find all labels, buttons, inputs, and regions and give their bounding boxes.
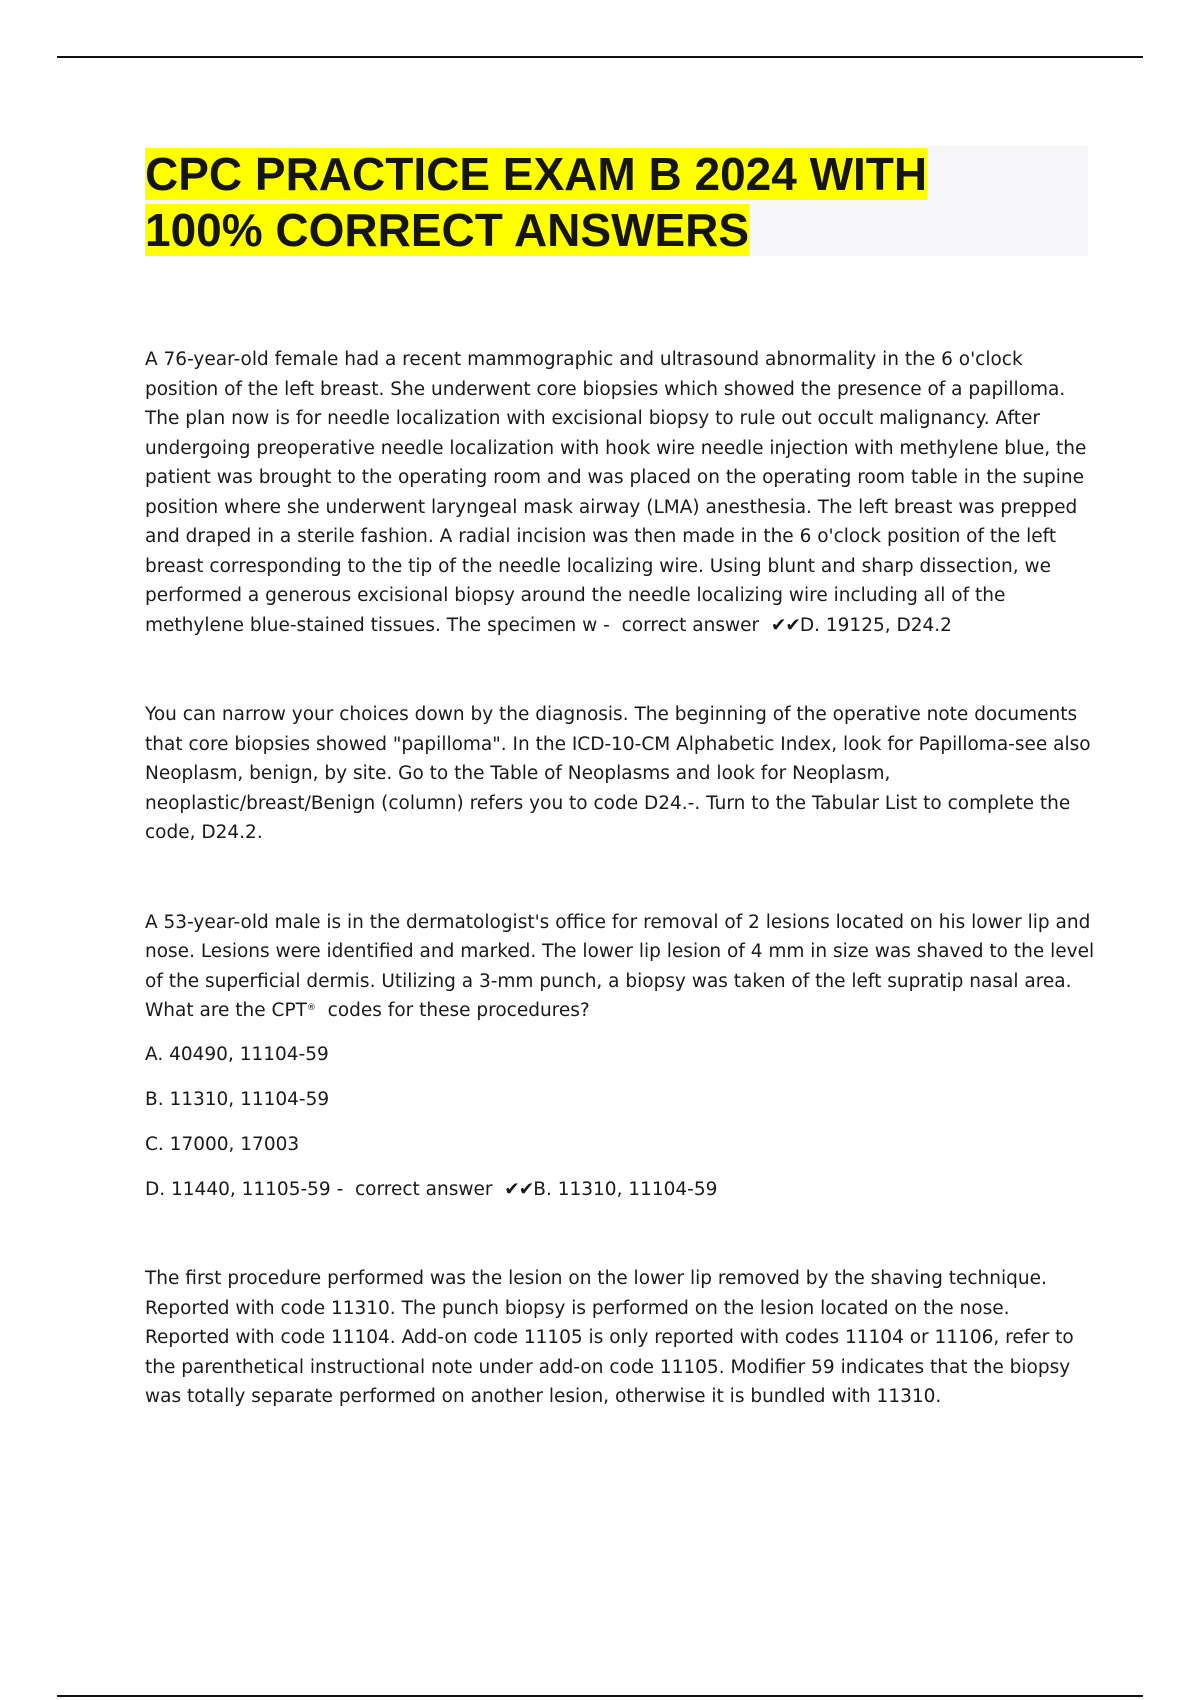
question-1-answer: D. 19125, D24.2 bbox=[799, 614, 952, 636]
answer-prefix: - correct answer bbox=[330, 1178, 505, 1200]
checkmark-icon: ✔✔ bbox=[770, 614, 800, 636]
answer-prefix: - correct answer bbox=[597, 614, 771, 636]
option-c: C. 17000, 17003 bbox=[145, 1133, 300, 1155]
bottom-rule bbox=[57, 1695, 1143, 1697]
question-2 bbox=[145, 908, 1095, 1026]
checkmark-icon: ✔✔ bbox=[504, 1178, 534, 1200]
question-2-answer: B. 11310, 11104-59 bbox=[533, 1178, 718, 1200]
question-1 bbox=[145, 345, 1095, 640]
option-d-text: D. 11440, 11105-59 bbox=[145, 1178, 331, 1200]
title-line-2: 100% CORRECT ANSWERS bbox=[145, 204, 750, 256]
title-block bbox=[145, 146, 1088, 256]
explanation-2: The first procedure performed was the lesion on the lower lip removed by the shaving technique. Reported with code 11310. The punch biopsy is performed on the lesion located on the nose. Reported with code 11104. Add-on code 11105 is only reported with codes 11104 or 11106, refer to the parenthetical instructional note under add-on code 11105. Modifier 59 indicates that the biopsy was totally separate performed on another lesion, otherwise it is bundled with 11310. bbox=[145, 1268, 1074, 1407]
document-title bbox=[145, 146, 1088, 258]
registered-mark: ® bbox=[306, 1003, 316, 1013]
question-2-text-end: codes for these procedures? bbox=[315, 1000, 590, 1021]
option-d bbox=[145, 1175, 1095, 1205]
title-line-1: CPC PRACTICE EXAM B 2024 WITH bbox=[145, 148, 928, 200]
explanation-1: You can narrow your choices down by the diagnosis. The beginning of the operative note documents that core biopsies showed "papilloma". In the ICD-10-CM Alphabetic Index, look for Papilloma-see also Neoplasm, benign, by site. Go to the Table of Neoplasms and look for Neoplasm, neoplastic/breast/Benign (column) refers you to code D24.-. Turn to the Tabular List to complete the code, D24.2. bbox=[145, 704, 1091, 843]
document-body bbox=[145, 345, 1095, 1412]
option-a: A. 40490, 11104-59 bbox=[145, 1043, 329, 1065]
question-2-text: A 53-year-old male is in the dermatologist's office for removal of 2 lesions located on his lower lip and nose. Lesions were identified and marked. The lower lip lesion of 4 mm in size was shaved to the level of the superficial dermis. Utilizing a 3-mm punch, a biopsy was taken of the left supratip nasal area. What are the CPT bbox=[145, 911, 1095, 1021]
top-rule bbox=[57, 56, 1143, 58]
question-1-text: A 76-year-old female had a recent mammographic and ultrasound abnormality in the 6 o'clock position of the left breast. She underwent core biopsies which showed the presence of a papilloma. The plan now is for needle localization with excisional biopsy to rule out occult malignancy. After undergoing preoperative needle localization with hook wire needle injection with methylene blue, the patient was brought to the operating room and was placed on the operating room table in the supine position where she underwent laryngeal mask airway (LMA) anesthesia. The left breast was prepped and draped in a sterile fashion. A radial incision was then made in the 6 o'clock position of the left breast corresponding to the tip of the needle localizing wire. Using blunt and sharp dissection, we performed a generous excisional biopsy around the needle localizing wire including all of the methylene blue-stained tissues. The specimen w bbox=[145, 349, 1087, 636]
option-b: B. 11310, 11104-59 bbox=[145, 1088, 330, 1110]
